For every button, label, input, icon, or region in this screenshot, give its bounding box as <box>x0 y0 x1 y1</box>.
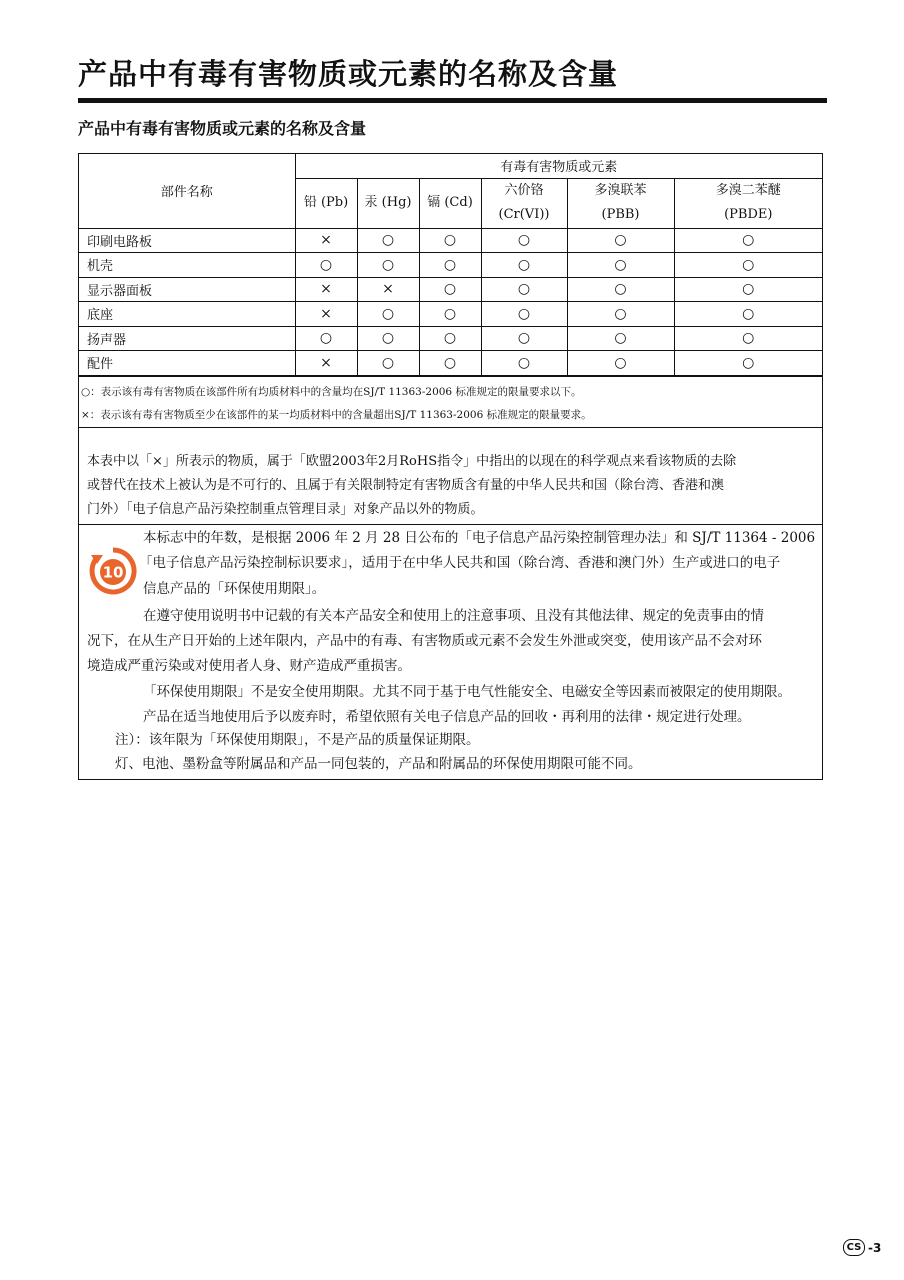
substance-value: ○ <box>567 253 674 278</box>
substance-value: ○ <box>357 253 419 278</box>
substance-value: ○ <box>481 253 567 278</box>
page-footer <box>843 1239 881 1256</box>
group-header: 有毒有害物质或元素 <box>295 154 822 178</box>
part-name: 配件 <box>79 351 295 376</box>
page-title: 产品中有毒有害物质或元素的名称及含量 <box>78 57 619 91</box>
column-header <box>357 178 419 228</box>
substance-value: ○ <box>419 253 481 278</box>
table-row <box>79 302 822 327</box>
substance-value: ○ <box>674 228 822 253</box>
part-name: 扬声器 <box>79 326 295 351</box>
title-rule <box>78 98 827 103</box>
column-header <box>419 178 481 228</box>
column-header-name: 铅 (Pb) <box>303 195 349 210</box>
column-header <box>481 178 567 228</box>
substance-value: ○ <box>567 326 674 351</box>
substance-value: ○ <box>481 351 567 376</box>
table-row <box>79 326 822 351</box>
substance-value: ○ <box>567 302 674 327</box>
epup-section <box>79 524 822 779</box>
paragraph-line: 门外）「电子信息产品污染控制重点管理目录」对象产品以外的物质。 <box>87 501 484 517</box>
epup-line: 「环保使用期限」不是安全使用期限。尤其不同于基于电气性能安全、电磁安全等因素而被限定的使用期限。 <box>143 683 791 700</box>
table-row <box>79 228 822 253</box>
table-row <box>79 351 822 376</box>
substance-value: ○ <box>357 228 419 253</box>
rohs-paragraph <box>79 427 822 524</box>
substance-value: ○ <box>295 253 357 278</box>
part-name: 印刷电路板 <box>79 228 295 253</box>
substance-value: ○ <box>481 277 567 302</box>
epup-line: 境造成严重污染或对使用者人身、财产造成严重损害。 <box>87 657 411 674</box>
section-title: 产品中有毒有害物质或元素的名称及含量 <box>78 119 367 138</box>
substance-value: ○ <box>674 302 822 327</box>
paragraph-line: 本表中以「×」所表示的物质，属于「欧盟2003年2月RoHS指令」中指出的以现在的科学观点来看该物质的去除 <box>87 453 737 469</box>
substance-value: ○ <box>357 326 419 351</box>
column-header-name: 多溴二苯醚 <box>715 183 781 198</box>
column-header-name: 汞 (Hg) <box>364 195 412 210</box>
substance-value: ○ <box>674 351 822 376</box>
logo-number: 10 <box>102 563 124 581</box>
epup-line: 灯、电池、墨粉盒等附属品和产品一同包装的，产品和附属品的环保使用期限可能不同。 <box>115 755 642 772</box>
part-name: 底座 <box>79 302 295 327</box>
substance-value: ○ <box>419 228 481 253</box>
substance-value: ○ <box>357 351 419 376</box>
substance-value: ○ <box>419 351 481 376</box>
substance-value: ○ <box>481 326 567 351</box>
substance-value: ○ <box>419 326 481 351</box>
substance-table-box <box>78 153 823 780</box>
part-name: 机壳 <box>79 253 295 278</box>
substance-value: ○ <box>674 326 822 351</box>
part-header: 部件名称 <box>79 154 295 228</box>
page-number: -3 <box>868 1240 882 1255</box>
epup-note: 注）：该年限为「环保使用期限」，不是产品的质量保证期限。 <box>115 731 480 748</box>
substance-value: ○ <box>419 302 481 327</box>
substance-value: ○ <box>295 326 357 351</box>
epup-line: 产品在适当地使用后予以废弃时，希望依照有关电子信息产品的回收・再利用的法律・规定进行处理。 <box>143 708 751 725</box>
part-name: 显示器面板 <box>79 277 295 302</box>
column-header-name: 六价铬 <box>504 183 544 198</box>
substance-value: ○ <box>567 277 674 302</box>
circle-note: ○：表示该有毒有害物质在该部件所有均质材料中的含量均在SJ/T 11363-2006 标准规定的限量要求以下。 <box>81 385 582 398</box>
substance-value: × <box>295 351 357 376</box>
substance-value: × <box>357 277 419 302</box>
column-header-symbol: (PBB) <box>601 207 640 222</box>
epup-line: 信息产品的「环保使用期限」。 <box>143 580 326 597</box>
substance-value: ○ <box>481 302 567 327</box>
column-header-symbol: (PBDE) <box>724 207 773 222</box>
symbol-notes <box>79 376 822 427</box>
epup-line: 本标志中的年数，是根据 2006 年 2 月 28 日公布的「电子信息产品污染控制管理办法」和 SJ/T 11364 - 2006 <box>143 529 816 546</box>
paragraph-line: 或替代在技术上被认为是不可行的、且属于有关限制特定有害物质含有量的中华人民共和国（除台湾、香港和澳 <box>87 477 725 493</box>
epup-10-year-logo <box>89 547 137 595</box>
column-header-symbol: (Cr(VI)) <box>498 207 550 222</box>
cross-note: ×：表示该有毒有害物质至少在该部件的某一均质材料中的含量超出SJ/T 11363-2006 标准规定的限量要求。 <box>81 408 592 421</box>
column-header-name: 多溴联苯 <box>594 183 647 198</box>
epup-line: 况下，在从生产日开始的上述年限内，产品中的有毒、有害物质或元素不会发生外泄或突变，使用该产品不会对环 <box>87 632 762 649</box>
substance-value: × <box>295 228 357 253</box>
column-header-name: 镉 (Cd) <box>427 195 473 210</box>
substance-value: × <box>295 277 357 302</box>
substance-value: ○ <box>567 351 674 376</box>
substance-value: ○ <box>567 228 674 253</box>
substance-value: ○ <box>674 253 822 278</box>
substance-value: ○ <box>357 302 419 327</box>
table-row <box>79 253 822 278</box>
column-header <box>674 178 822 228</box>
substance-table <box>79 154 822 376</box>
table-row <box>79 277 822 302</box>
epup-line: 在遵守使用说明书中记载的有关本产品安全和使用上的注意事项、且没有其他法律、规定的免责事由的情 <box>143 607 764 624</box>
substance-value: ○ <box>674 277 822 302</box>
substance-value: ○ <box>481 228 567 253</box>
substance-value: × <box>295 302 357 327</box>
substance-value: ○ <box>419 277 481 302</box>
column-header <box>295 178 357 228</box>
column-header <box>567 178 674 228</box>
epup-line: 「电子信息产品污染控制标识要求」，适用于在中华人民共和国（除台湾、香港和澳门外）生产或进口的电子 <box>139 554 781 571</box>
language-badge: CS <box>843 1239 865 1256</box>
